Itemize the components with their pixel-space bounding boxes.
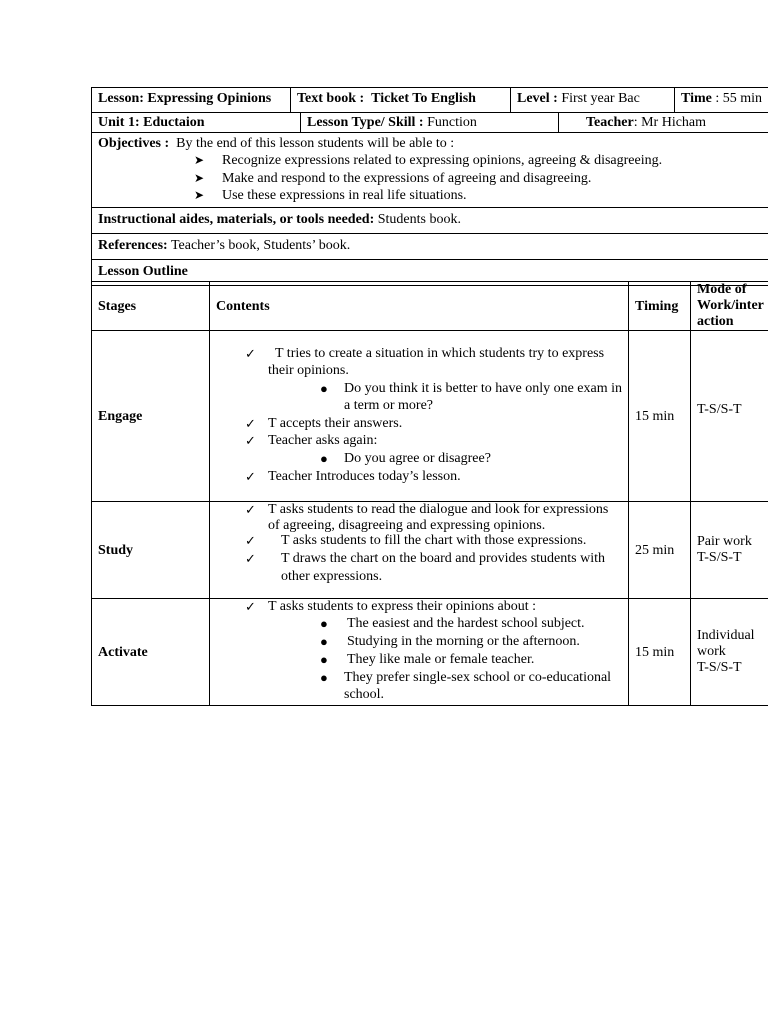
aides-cell: Instructional aides, materials, or tools needed: Students book. xyxy=(92,207,768,233)
objectives-label: Objectives : xyxy=(98,136,170,151)
arrow-bullet-icon: ➤ xyxy=(194,188,205,202)
timing-activate: 15 min xyxy=(629,599,691,706)
mode-study: Pair work T-S/S-T xyxy=(691,502,768,599)
stage-row-activate xyxy=(92,599,768,706)
textbook-cell: Text book : Ticket To English xyxy=(291,88,511,113)
stage-row-study xyxy=(92,502,768,599)
bullet-icon: ● xyxy=(320,670,328,685)
stage-engage: Engage xyxy=(92,331,210,502)
contents-study: ✓ T asks students to read the dialogue and look for expressions of agreeing, disagreeing and expressing opinions. ✓ T asks students to fill the chart with those expressions. ✓ T draws the chart on the board and provides students with other expressions. xyxy=(210,502,629,599)
lesson-outline-table xyxy=(91,281,768,706)
lesson-cell: Lesson: Expressing Opinions xyxy=(92,88,291,113)
checkmark-icon: ✓ xyxy=(245,346,256,361)
bullet-icon: ● xyxy=(320,652,328,667)
arrow-bullet-icon: ➤ xyxy=(194,170,205,185)
level-cell: Level : First year Bac xyxy=(511,88,675,113)
objectives-intro: By the end of this lesson students will be able to : xyxy=(176,136,455,151)
bullet-icon: ● xyxy=(320,616,328,631)
header-stages: Stages xyxy=(92,282,210,331)
header-mode: Mode of Work/inter action xyxy=(691,282,768,331)
lesson-info-table xyxy=(91,87,768,286)
bullet-icon: ● xyxy=(320,634,328,649)
time-cell: Time : 55 min xyxy=(675,88,768,113)
lesson-title: Expressing Opinions xyxy=(147,91,272,106)
time-value: : 55 min xyxy=(715,91,763,106)
checkmark-icon: ✓ xyxy=(245,469,256,484)
stage-activate: Activate xyxy=(92,599,210,706)
checkmark-icon: ✓ xyxy=(245,599,256,614)
unit-row xyxy=(92,113,768,133)
timing-engage: 15 min xyxy=(629,331,691,502)
outline-title-cell: Lesson Outline xyxy=(92,259,768,285)
stage-study: Study xyxy=(92,502,210,599)
stage-row-engage xyxy=(92,331,768,502)
checkmark-icon: ✓ xyxy=(245,533,256,548)
unit-cell: Unit 1: Eductaion xyxy=(92,113,301,132)
header-timing: Timing xyxy=(629,282,691,331)
mode-activate: Individual work T-S/S-T xyxy=(691,599,768,706)
bullet-icon: ● xyxy=(320,381,328,396)
objective-item: ➤ Recognize expressions related to expressing opinions, agreeing & disagreeing. xyxy=(194,153,663,168)
checkmark-icon: ✓ xyxy=(245,502,256,517)
objective-item: ➤ Use these expressions in real life situations. xyxy=(194,188,467,203)
checkmark-icon: ✓ xyxy=(245,551,256,566)
bullet-icon: ● xyxy=(320,451,328,466)
textbook-title: Ticket To English xyxy=(371,91,476,106)
objectives-cell xyxy=(92,133,768,208)
checkmark-icon: ✓ xyxy=(245,416,256,431)
timing-study: 25 min xyxy=(629,502,691,599)
teacher-cell: Teacher: Mr Hicham xyxy=(586,115,707,130)
mode-engage: T-S/S-T xyxy=(691,331,768,502)
contents-engage: ✓ T tries to create a situation in which students try to express their opinions. ● Do you think it is better to have only one exam in a term or more? ✓ T accepts their answers. ✓ Teacher asks again: ● Do you agree or disagree? ✓ Teacher Introduces today’s lesson. xyxy=(210,331,629,502)
contents-activate: ✓ T asks students to express their opinions about : ● The easiest and the hardest school subject. ● Studying in the morning or the afternoon. ● They like male or female teacher. ● They prefer single-sex school or co-educational school. xyxy=(210,599,629,706)
objective-item: ➤ Make and respond to the expressions of agreeing and disagreeing. xyxy=(194,170,592,186)
checkmark-icon: ✓ xyxy=(245,433,256,448)
level-value: First year Bac xyxy=(561,91,640,106)
lesson-type-cell: Lesson Type/ Skill : Function xyxy=(301,113,559,132)
objectives-list xyxy=(98,152,762,205)
references-cell: References: Teacher’s book, Students’ book. xyxy=(92,233,768,259)
arrow-bullet-icon: ➤ xyxy=(194,153,205,167)
header-contents: Contents xyxy=(210,282,629,331)
